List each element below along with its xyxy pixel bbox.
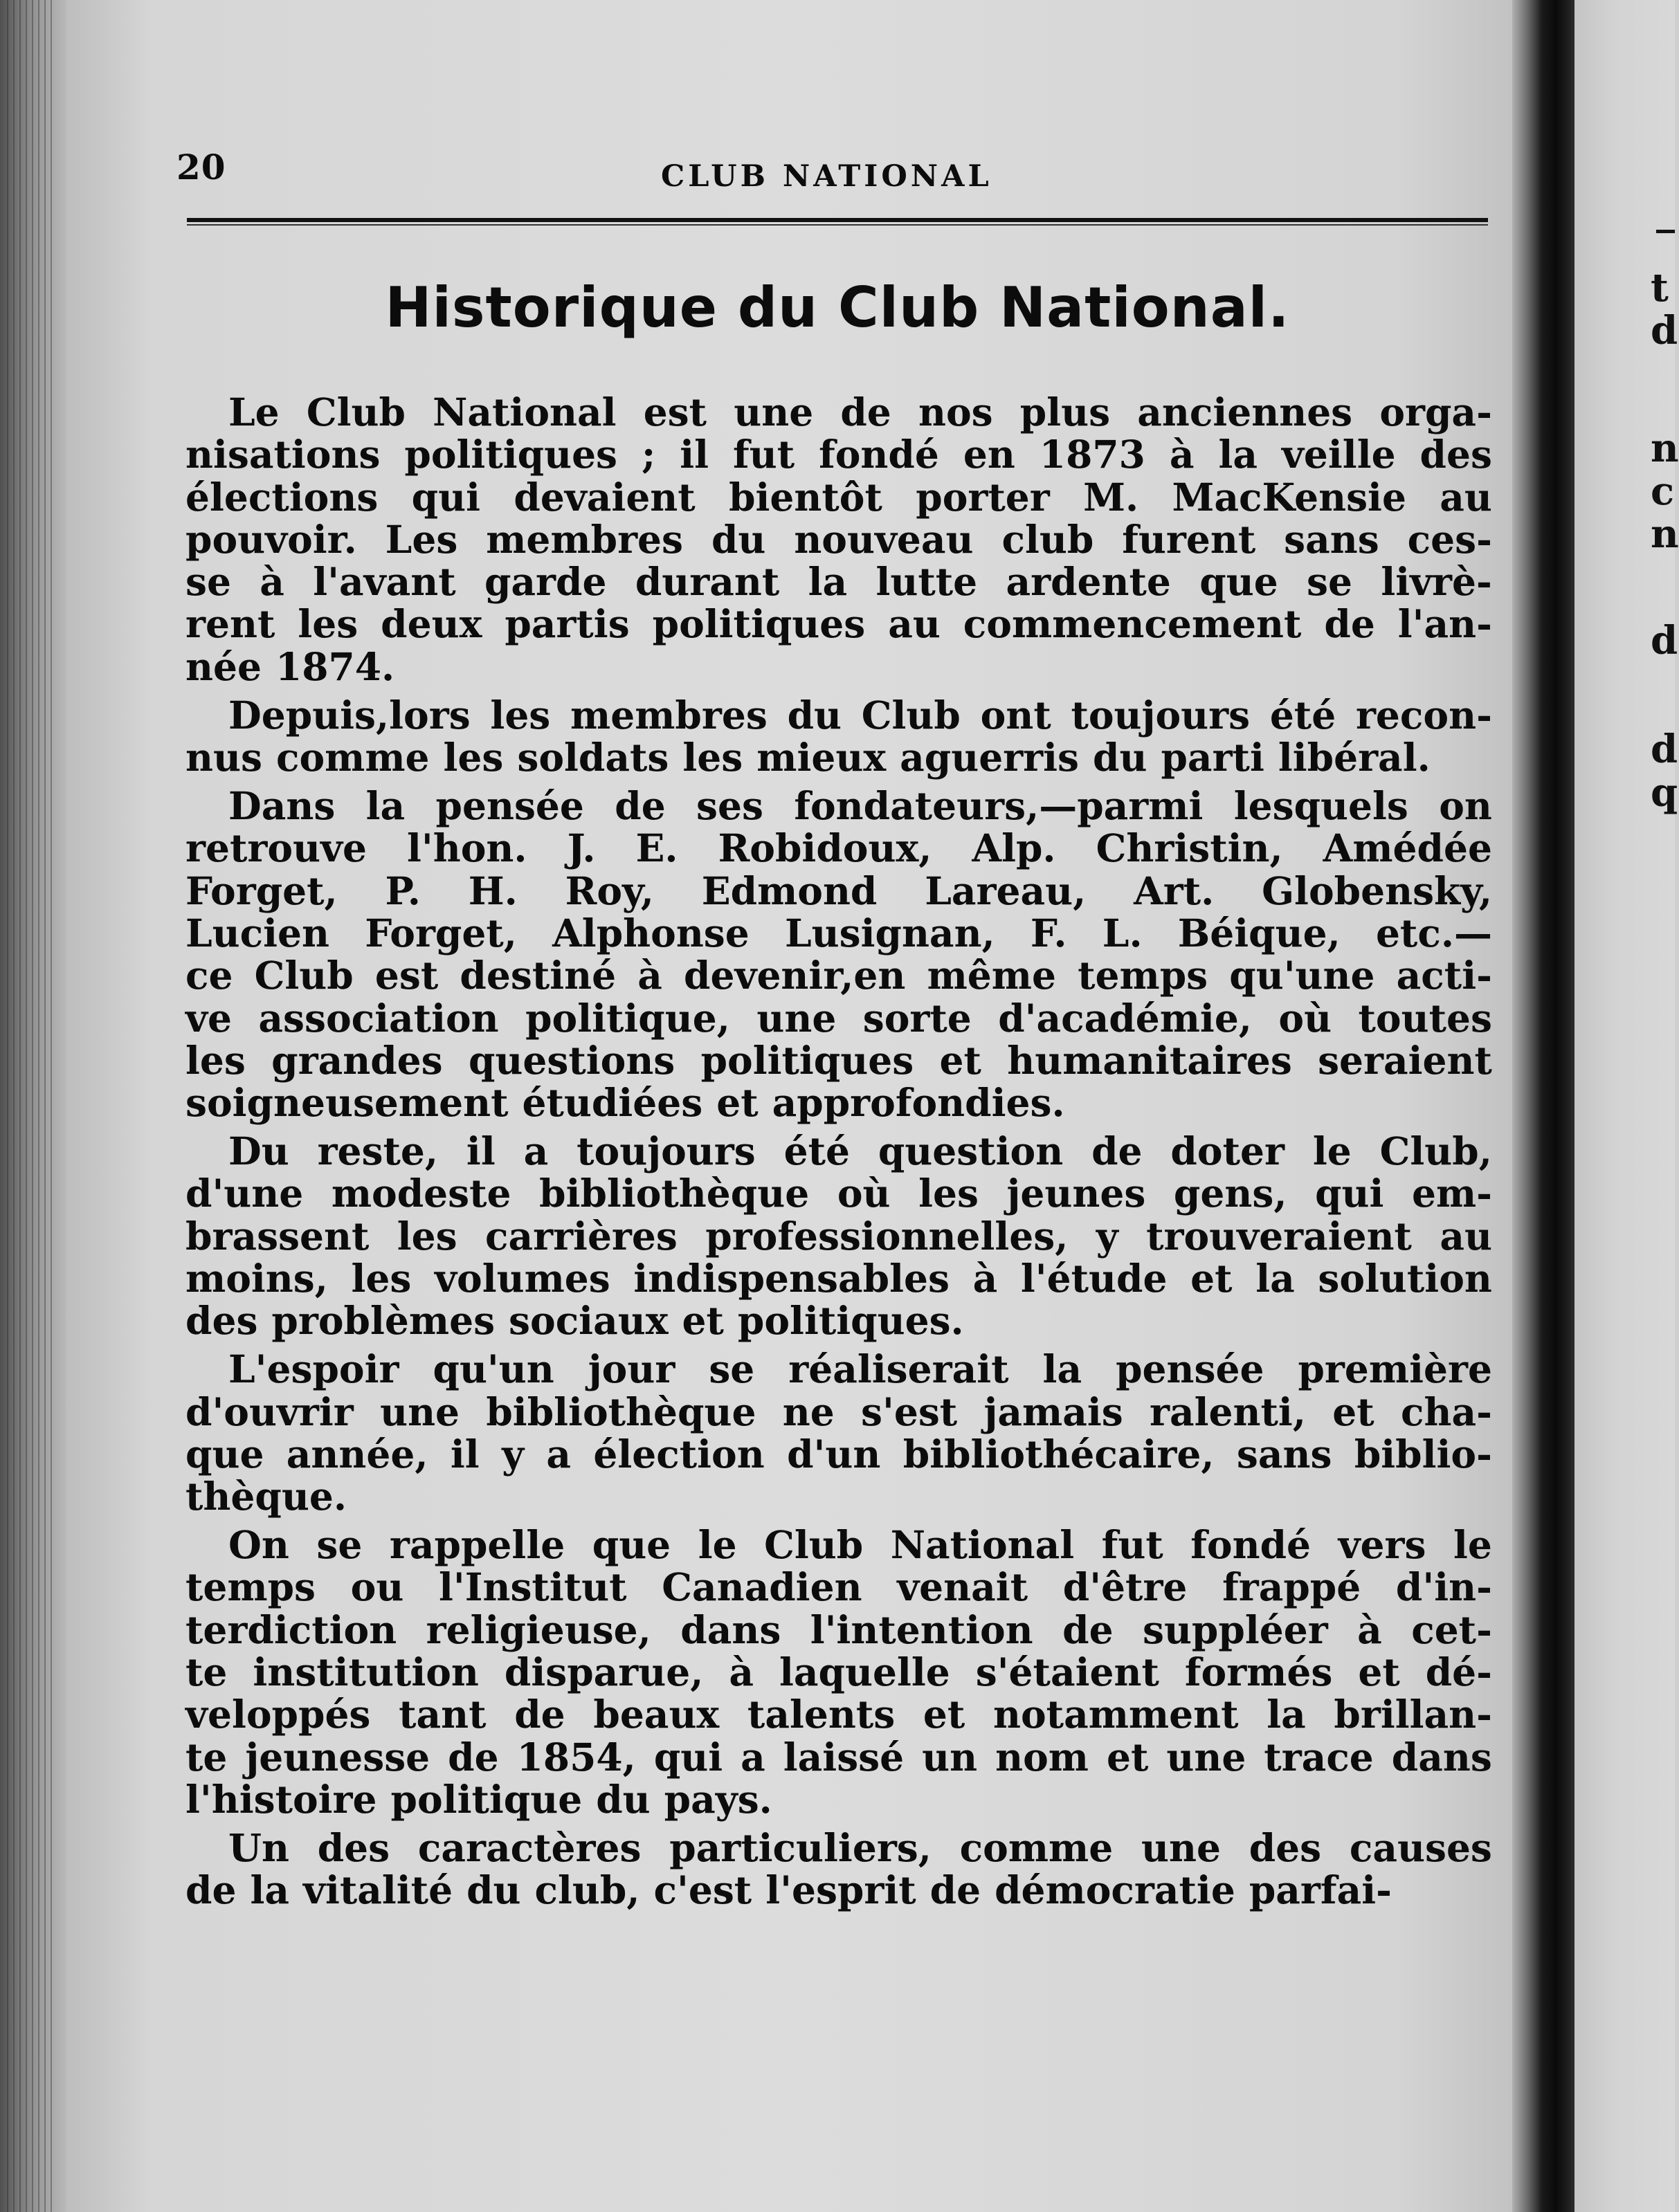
text-line: Du reste, il a toujours été question de doter le Club, [228, 1128, 1492, 1174]
text-line: ce Club est destiné à devenir,en même temps qu'une acti- [185, 953, 1492, 998]
text-line: que année, il y a élection d'un bibliothécaire, sans biblio- [185, 1431, 1492, 1477]
text-line: ve association politique, une sorte d'académie, où toutes [185, 995, 1492, 1041]
paragraph [185, 391, 1492, 688]
header-rule [187, 218, 1488, 222]
facing-page-rule [1656, 230, 1675, 233]
facing-page-letter: t [1651, 265, 1669, 311]
text-line: Le Club National est une de nos plus anciennes orga- [228, 390, 1492, 435]
text-line: te institution disparue, à laquelle s'étaient formés et dé- [185, 1649, 1492, 1695]
text-line: d'une modeste bibliothèque où les jeunes gens, qui em- [185, 1171, 1492, 1216]
text-line: temps ou l'Institut Canadien venait d'être frappé d'in- [185, 1564, 1492, 1610]
text-line: brassent les carrières professionnelles, y trouveraient au [185, 1213, 1492, 1259]
header-rule-thin [187, 224, 1488, 226]
paragraph [185, 785, 1492, 1124]
text-line: l'histoire politique du pays. [185, 1776, 772, 1822]
facing-page-letter: n [1651, 511, 1679, 557]
facing-page-letter: d [1651, 308, 1678, 354]
paragraph [185, 694, 1492, 779]
text-line: Lucien Forget, Alphonse Lusignan, F. L. Béique, etc.— [185, 910, 1492, 956]
facing-page-letter: c [1651, 468, 1675, 514]
text-line: terdiction religieuse, dans l'intention de suppléer à cet- [185, 1607, 1492, 1652]
text-line: rent les deux partis politiques au commencement de l'an- [185, 601, 1492, 647]
running-head: CLUB NATIONAL [661, 159, 992, 194]
facing-page-letter: d [1651, 726, 1678, 772]
text-line: élections qui devaient bientôt porter M. MacKensie au [185, 474, 1492, 520]
text-line: thèque. [185, 1474, 347, 1519]
paragraph [185, 1130, 1492, 1342]
facing-page [1574, 0, 1679, 2212]
text-line: L'espoir qu'un jour se réaliserait la pensée première [228, 1346, 1492, 1392]
facing-page-letter: d [1651, 618, 1678, 664]
text-line: les grandes questions politiques et humanitaires seraient [185, 1037, 1492, 1083]
text-line: se à l'avant garde durant la lutte ardente que se livrè- [185, 559, 1492, 605]
text-line: On se rappelle que le Club National fut fondé vers le [228, 1522, 1492, 1568]
text-line: d'ouvrir une bibliothèque ne s'est jamais ralenti, et cha- [185, 1389, 1492, 1434]
paragraph [185, 1524, 1492, 1820]
text-line: de la vitalité du club, c'est l'esprit de démocratie parfai- [185, 1867, 1392, 1913]
text-line: moins, les volumes indispensables à l'étude et la solution [185, 1256, 1492, 1301]
book-edge [0, 0, 66, 2212]
text-line: soigneusement étudiées et approfondies. [185, 1080, 1065, 1126]
text-line: Depuis,lors les membres du Club ont toujours été recon- [228, 692, 1492, 738]
text-line: des problèmes sociaux et politiques. [185, 1298, 964, 1344]
page-edge-lines [7, 0, 55, 2212]
text-line: Forget, P. H. Roy, Edmond Lareau, Art. Globensky, [185, 868, 1492, 913]
text-line: née 1874. [185, 643, 395, 689]
book-gutter [1512, 0, 1574, 2212]
facing-page-letter: n [1651, 426, 1679, 471]
article-title: Historique du Club National. [385, 275, 1290, 340]
facing-page-letter: q [1651, 770, 1678, 816]
paragraph [185, 1827, 1492, 1912]
text-line: veloppés tant de beaux talents et notamment la brillan- [185, 1692, 1492, 1737]
text-line: Un des caractères particuliers, comme une des causes [228, 1825, 1492, 1870]
page-number: 20 [176, 147, 226, 188]
paragraph [185, 1348, 1492, 1517]
text-line: nus comme les soldats les mieux aguerris du parti libéral. [185, 735, 1431, 780]
text-line: retrouve l'hon. J. E. Robidoux, Alp. Christin, Amédée [185, 825, 1492, 871]
text-line: Dans la pensée de ses fondateurs,—parmi lesquels on [228, 783, 1492, 829]
text-line: nisations politiques ; il fut fondé en 1873 à la veille des [185, 432, 1492, 477]
text-line: pouvoir. Les membres du nouveau club furent sans ces- [185, 516, 1492, 562]
article-body [185, 391, 1492, 1917]
text-line: te jeunesse de 1854, qui a laissé un nom et une trace dans [185, 1734, 1492, 1780]
